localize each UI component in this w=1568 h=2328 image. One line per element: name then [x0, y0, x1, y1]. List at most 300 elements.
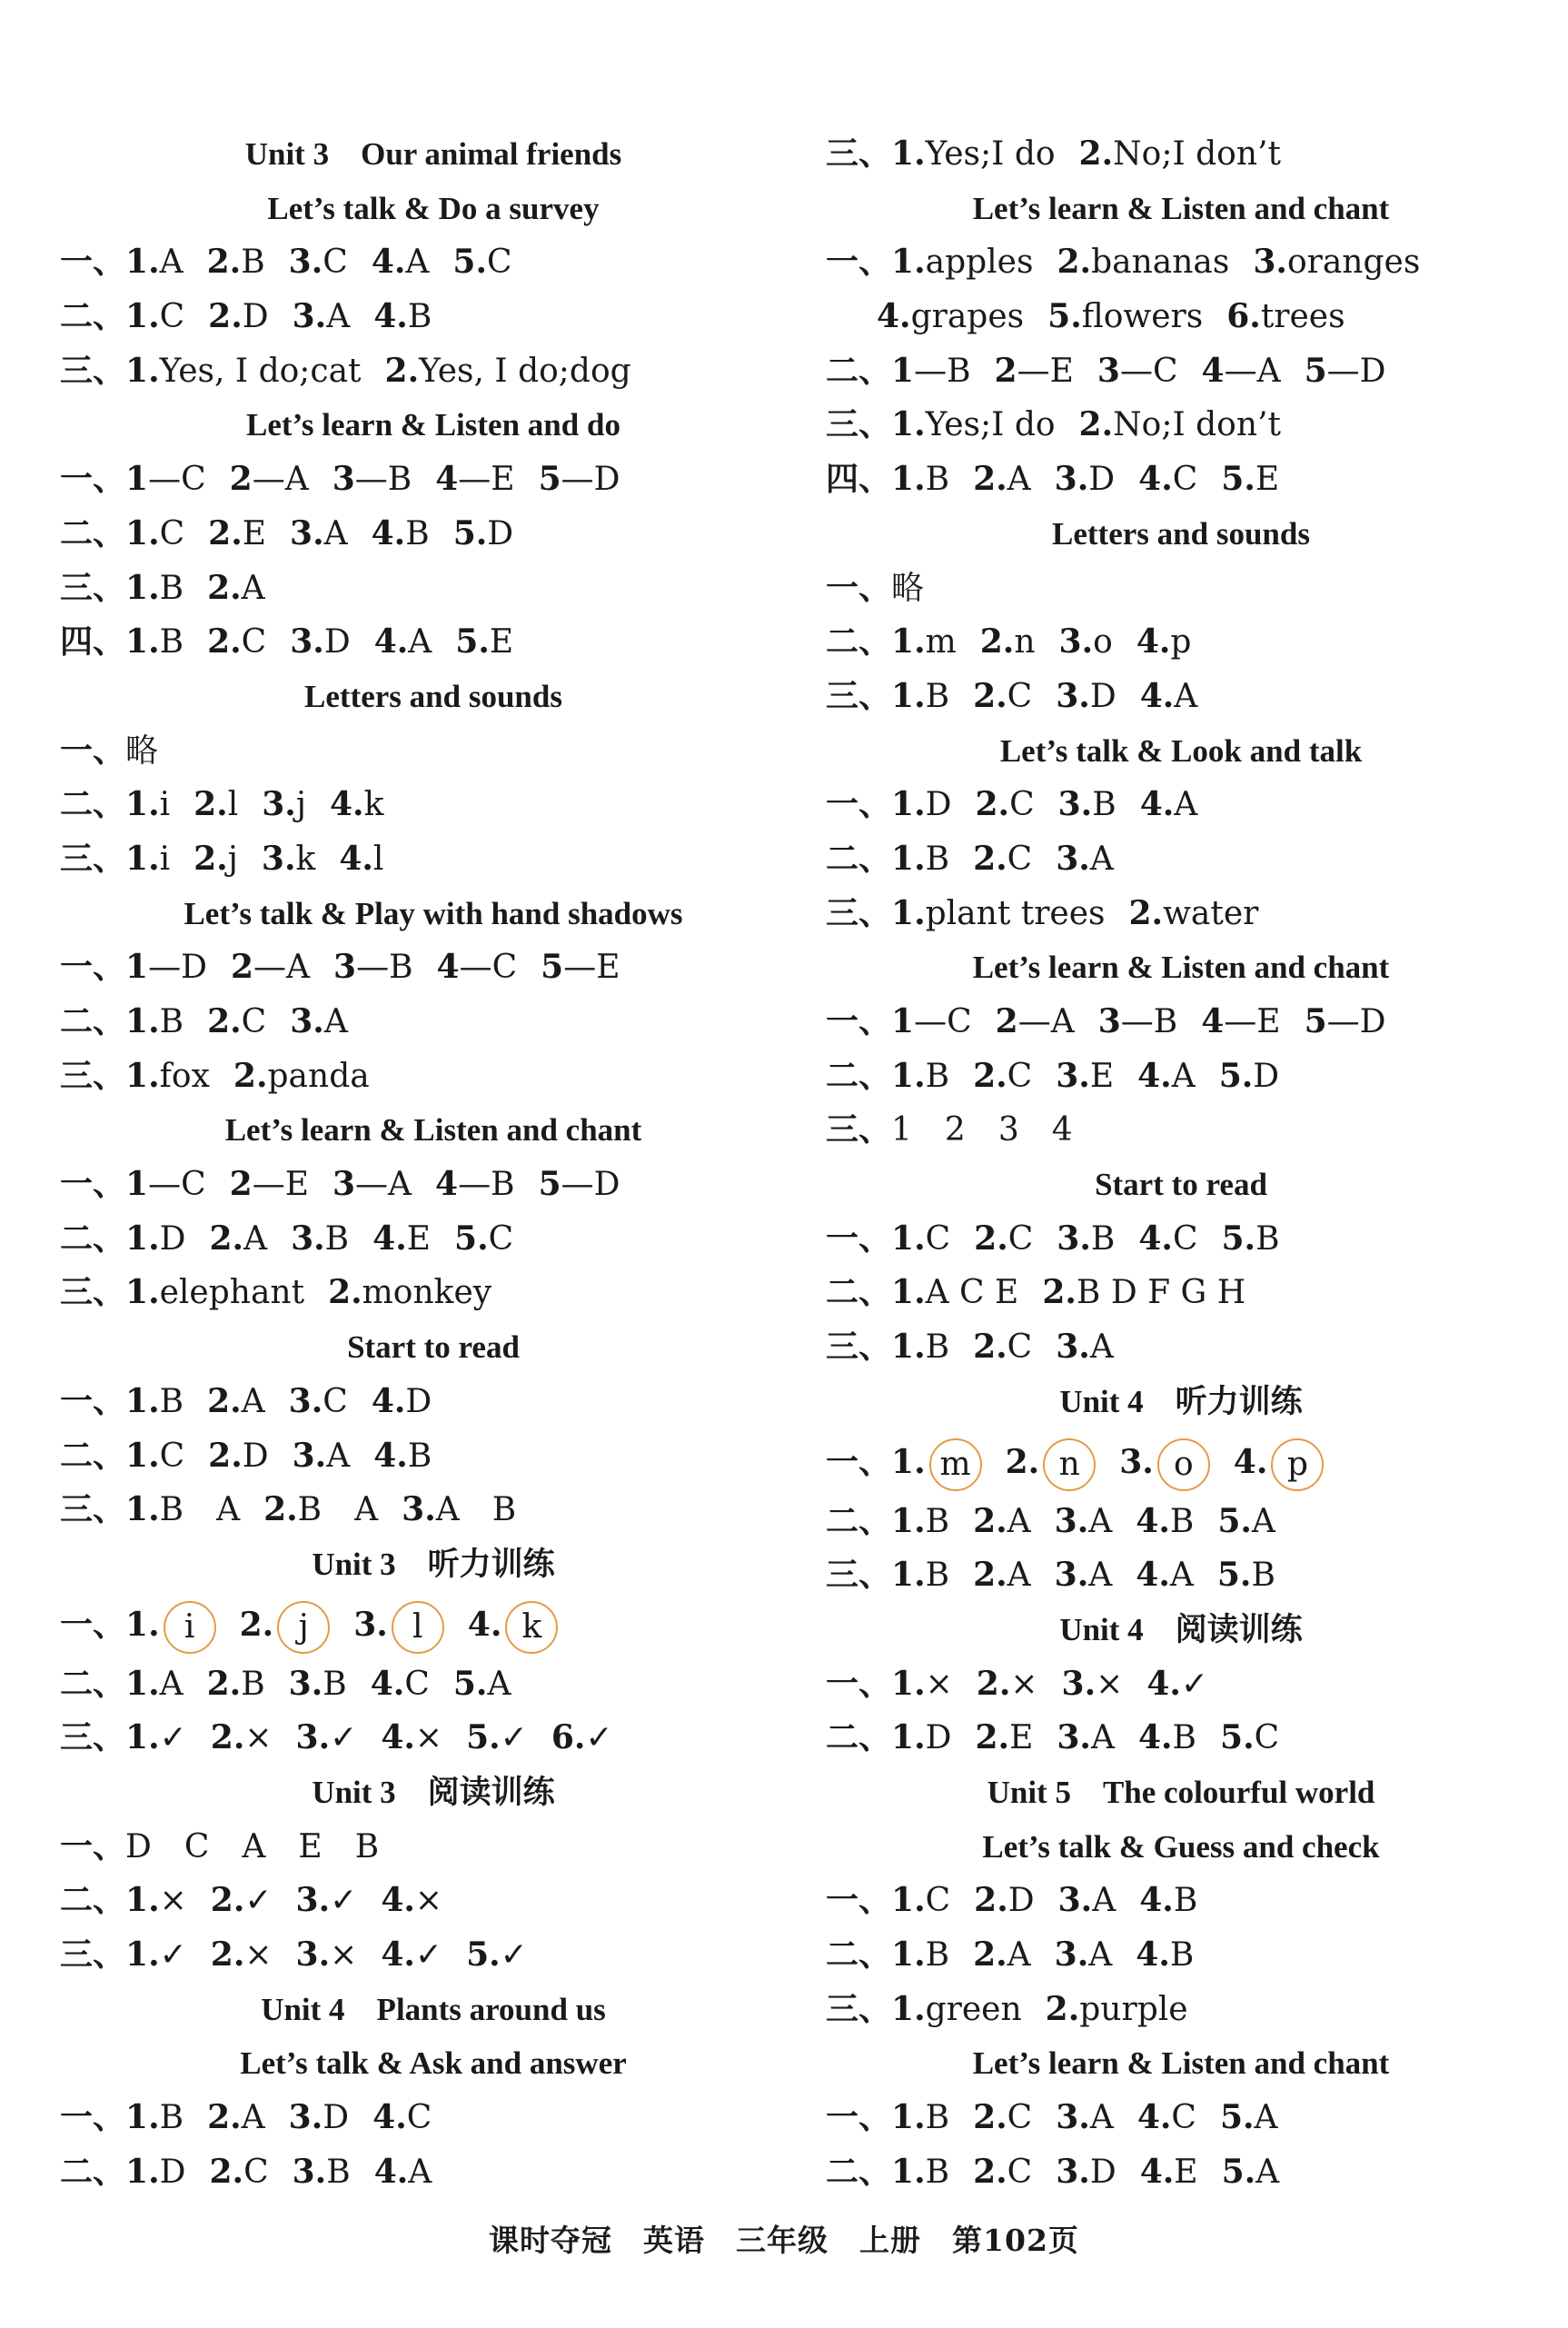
answer-number: 1.	[891, 243, 926, 282]
answer-value: D	[159, 2153, 186, 2191]
answer-number: 1.	[125, 297, 160, 336]
answer-value: C	[1007, 2099, 1033, 2137]
answer-value: B	[405, 514, 430, 552]
answer-value: —D	[561, 461, 620, 499]
answer-number: 1.	[891, 676, 926, 715]
answer-value: No;I don’t	[1113, 135, 1281, 173]
answer-number: 5.	[1216, 1556, 1252, 1595]
answer-value: A	[408, 2153, 432, 2191]
answer-number: 5.	[1221, 1219, 1256, 1258]
answer-number: 5.	[452, 1664, 488, 1703]
answer-number: 3.	[290, 622, 324, 662]
answer-item	[1137, 2091, 1196, 2145]
answer-value: C	[1007, 1057, 1033, 1095]
answer-value: flowers	[1081, 298, 1204, 336]
answer-item	[208, 290, 268, 344]
answer-item	[1059, 615, 1113, 670]
answer-item	[289, 235, 348, 290]
answer-value: B	[159, 2099, 184, 2137]
answer-item	[973, 670, 1032, 724]
answer-item	[125, 1266, 304, 1320]
answer-value: A	[243, 1219, 268, 1258]
section-heading: Letters and sounds	[304, 678, 562, 714]
answer-number: 2.	[207, 568, 242, 607]
answer-number: 6.	[1226, 297, 1261, 336]
answer-number: 1.	[125, 1605, 160, 1644]
answer-item	[372, 507, 430, 562]
answer-line	[56, 1429, 810, 1484]
answer-value: B	[159, 569, 184, 607]
answer-number: 1.	[891, 134, 926, 173]
answer-value: A	[405, 244, 430, 282]
answer-number: 4.	[381, 1718, 415, 1757]
answer-value: apples	[925, 244, 1034, 282]
question-marker: 二、	[60, 1436, 126, 1475]
answer-value: ×	[330, 1936, 358, 1974]
answer-number: 2.	[973, 1056, 1007, 1095]
answer-item	[891, 344, 971, 399]
answer-item	[125, 615, 184, 670]
question-marker: 一、	[60, 1381, 126, 1420]
answer-number: 1.	[891, 1664, 926, 1703]
answer-number: 2.	[1078, 405, 1114, 444]
answer-item	[125, 1711, 187, 1766]
question-marker: 三、	[826, 1328, 892, 1367]
answer-value: B	[925, 1502, 950, 1540]
answer-number: 3.	[292, 2152, 327, 2191]
answer-item	[1042, 1266, 1245, 1320]
answer-item	[1305, 995, 1386, 1050]
section-heading: Unit 4 听力训练	[1059, 1383, 1303, 1419]
circled-answer: j	[277, 1601, 330, 1654]
answer-number: 3	[332, 1165, 356, 1204]
answer-value: A	[1007, 1502, 1031, 1540]
answer-value: A	[1088, 1557, 1113, 1595]
answer-value: 略	[125, 731, 159, 770]
section-heading: Let’s talk & Play with hand shadows	[184, 895, 683, 931]
answer-value: ✓	[585, 1719, 613, 1757]
section-heading: Let’s learn & Listen and chant	[972, 190, 1390, 226]
question-marker: 三、	[826, 1556, 892, 1595]
answer-value: B	[1172, 1719, 1197, 1757]
answer-number: 2.	[328, 1273, 362, 1312]
answer-value: B	[241, 1665, 265, 1703]
answer-number: 3.	[1056, 839, 1090, 878]
question-marker: 一、	[826, 1002, 892, 1040]
answer-number: 2	[229, 1165, 253, 1204]
question-marker: 四、	[60, 622, 126, 662]
answer-value: A	[1007, 1936, 1031, 1974]
answer-value: B	[925, 461, 950, 499]
answer-item	[541, 940, 620, 995]
answer-number: 5.	[1047, 297, 1082, 336]
answer-number: 2.	[973, 1556, 1007, 1595]
answer-line	[56, 1050, 810, 1104]
answer-item	[891, 1212, 950, 1267]
answer-item	[1056, 2091, 1114, 2145]
answer-item	[466, 1711, 528, 1766]
answer-item	[1079, 398, 1281, 453]
answer-number: 5.	[455, 622, 490, 662]
answer-item	[1137, 1050, 1196, 1104]
answer-item	[230, 1158, 309, 1212]
answer-value: E	[489, 623, 514, 662]
question-marker: 一、	[826, 1881, 892, 1920]
answer-value: C	[241, 1003, 267, 1040]
answer-item	[891, 1711, 951, 1766]
answer-value: B	[159, 1382, 184, 1420]
answer-value: —B	[458, 1166, 515, 1204]
answer-number: 4.	[381, 1935, 415, 1974]
answer-value: —E	[1017, 352, 1074, 390]
answer-value: A	[487, 1665, 511, 1703]
answer-value: B	[323, 1665, 347, 1703]
answer-number: 2.	[207, 1381, 242, 1420]
answer-number: 4.	[1138, 1219, 1173, 1258]
answer-value: ✓	[330, 1882, 358, 1920]
answer-number: 2.	[384, 351, 420, 390]
section-heading: Let’s talk & Guess and check	[982, 1828, 1380, 1865]
answer-line	[822, 1874, 1540, 1928]
answer-number: 3	[332, 460, 355, 499]
answer-number: 4.	[1233, 1442, 1268, 1481]
answer-number: 1.	[891, 1935, 926, 1974]
answer-value: B	[1092, 786, 1116, 824]
answer-line	[822, 887, 1540, 941]
answer-value: E	[1009, 1719, 1034, 1757]
answer-value: A	[159, 244, 184, 282]
answer-line	[56, 1657, 810, 1712]
answer-value: ×	[244, 1936, 273, 1974]
answer-number: 5	[538, 460, 561, 499]
answer-item	[332, 453, 412, 507]
answer-line	[822, 1983, 1540, 2037]
answer-value: A	[1254, 2099, 1278, 2137]
answer-number: 1.	[125, 351, 160, 390]
answer-number: 1	[891, 1002, 915, 1040]
question-marker: 三、	[826, 134, 892, 173]
section-heading: Start to read	[1095, 1167, 1267, 1203]
answer-item	[1062, 1657, 1124, 1712]
answer-value: —D	[148, 949, 207, 987]
answer-item	[1098, 995, 1178, 1050]
answer-number: 3.	[402, 1490, 436, 1529]
section-heading: Unit 4 阅读训练	[1059, 1611, 1303, 1647]
answer-value: No;I don’t	[1113, 406, 1281, 444]
question-marker: 三、	[826, 405, 892, 444]
answer-value: o	[1093, 623, 1113, 662]
answer-number: 1.	[125, 1881, 160, 1920]
answer-number: 5.	[466, 1935, 501, 1974]
section-heading: Let’s talk & Look and talk	[999, 732, 1363, 769]
answer-number: 1.	[125, 785, 160, 824]
answer-number: 5.	[454, 1219, 489, 1258]
answer-line	[822, 235, 1540, 290]
question-marker: 一、	[826, 1219, 892, 1258]
answer-line	[822, 1266, 1540, 1320]
question-marker: 一、	[826, 1664, 892, 1703]
answer-item	[296, 1928, 358, 1983]
answer-number: 4.	[1139, 676, 1175, 715]
answer-value: ×	[414, 1882, 443, 1920]
answer-value: ×	[244, 1719, 273, 1757]
answer-number: 3.	[1058, 622, 1094, 662]
answer-item	[1056, 832, 1114, 887]
answer-value: C	[1171, 2099, 1196, 2137]
answer-line	[56, 1820, 810, 1875]
answer-line	[822, 1928, 1540, 1983]
answer-value: —C	[1119, 352, 1178, 390]
answer-item	[385, 344, 631, 399]
answer-value: —C	[148, 1166, 206, 1204]
answer-value: D	[159, 1219, 186, 1258]
circled-answer: p	[1271, 1438, 1324, 1491]
answer-item	[125, 344, 362, 399]
answer-line	[822, 1495, 1540, 1549]
question-marker: 一、	[60, 1605, 126, 1644]
answer-value: B	[1169, 1502, 1195, 1540]
answer-item	[1217, 1548, 1275, 1603]
answer-item	[975, 1711, 1033, 1766]
answer-item	[1146, 1657, 1208, 1712]
answer-item	[891, 235, 1033, 290]
answer-line	[822, 1320, 1540, 1375]
answer-number: 2.	[207, 2098, 242, 2137]
answer-number: 2.	[210, 1881, 245, 1920]
answer-item	[207, 1375, 265, 1429]
answer-item	[207, 235, 265, 290]
answer-value: B A	[159, 1491, 241, 1529]
answer-number: 1.	[125, 1056, 160, 1095]
answer-number: 4.	[1138, 460, 1173, 499]
answer-value: D	[1088, 461, 1116, 499]
answer-item	[381, 1928, 442, 1983]
answer-value: B	[1090, 1219, 1116, 1258]
answer-value: —B	[354, 461, 412, 499]
question-marker: 三、	[60, 1935, 126, 1974]
answer-value: ✓	[330, 1719, 358, 1757]
answer-line	[822, 453, 1540, 507]
answer-item	[125, 1657, 184, 1712]
answer-line	[822, 1050, 1540, 1104]
answer-item	[194, 778, 238, 832]
answer-item	[208, 1429, 268, 1484]
question-marker: 二、	[826, 2152, 892, 2191]
answer-line	[822, 398, 1540, 453]
answer-item	[289, 2091, 349, 2145]
answer-item	[263, 1483, 378, 1537]
answer-item	[125, 995, 184, 1050]
answer-item	[125, 1483, 240, 1537]
answer-item	[973, 1050, 1032, 1104]
answer-item	[1136, 1548, 1194, 1603]
answer-number: 3.	[295, 1881, 331, 1920]
answer-number: 5.	[1218, 1056, 1254, 1095]
answer-value: D	[1089, 2153, 1116, 2191]
question-marker: 一、	[60, 243, 126, 282]
answer-line	[56, 2091, 810, 2145]
answer-number: 1.	[891, 1989, 926, 2028]
answer-item	[381, 1874, 442, 1928]
answer-number: 3.	[288, 1664, 323, 1703]
answer-value: A	[1171, 1057, 1196, 1095]
answer-item	[891, 1495, 949, 1549]
answer-number: 1.	[125, 2152, 160, 2191]
page-footer: 课时夺冠 英语 三年级 上册 第102页	[489, 2223, 1079, 2258]
answer-item	[453, 1657, 511, 1712]
answer-value: B	[925, 2099, 950, 2137]
answer-value: A	[326, 1437, 351, 1475]
answer-value: k	[295, 840, 316, 878]
section-heading: Unit 3 阅读训练	[312, 1774, 555, 1810]
answer-number: 1	[125, 460, 149, 499]
circled-answer: n	[1043, 1438, 1096, 1491]
answer-number: 2	[994, 351, 1017, 390]
answer-item	[125, 562, 184, 616]
answer-item	[1138, 1212, 1197, 1267]
answer-item	[374, 2145, 432, 2200]
answer-item	[1057, 1711, 1115, 1766]
answer-value: C	[1007, 1328, 1033, 1367]
answer-number: 3	[333, 948, 357, 987]
answer-value: C	[323, 244, 348, 282]
answer-line	[56, 1212, 810, 1267]
answer-value: Yes, I do;cat	[159, 352, 362, 390]
question-marker: 三、	[60, 1490, 126, 1529]
answer-number: 4.	[330, 785, 364, 824]
answer-line	[56, 1266, 810, 1320]
answer-item	[125, 832, 170, 887]
answer-value: B D F G H	[1076, 1274, 1246, 1312]
answer-number: 4.	[1136, 1556, 1170, 1595]
answer-item	[891, 398, 1056, 453]
answer-value: D	[1007, 1882, 1035, 1920]
answer-number: 2.	[263, 1490, 298, 1529]
answer-item	[973, 1320, 1032, 1375]
answer-number: 2.	[973, 2152, 1007, 2191]
answer-value: B	[925, 1936, 950, 1974]
answer-number: 2.	[208, 513, 243, 552]
answer-item	[328, 1266, 491, 1320]
answer-number: 3.	[1061, 1664, 1097, 1703]
answer-item	[1136, 615, 1192, 670]
answer-number: 1.	[125, 243, 160, 282]
section-heading: Unit 4 Plants around us	[261, 1991, 606, 2027]
answer-number: 3.	[1057, 1219, 1091, 1258]
question-marker: 二、	[826, 351, 892, 390]
answer-value: n	[1014, 623, 1036, 662]
answer-line	[56, 235, 810, 290]
answer-number: 2.	[973, 676, 1007, 715]
answer-number: 2.	[973, 1328, 1007, 1367]
answer-item	[891, 1444, 1006, 1481]
question-marker: 三、	[826, 1110, 892, 1149]
answer-value: E	[242, 514, 267, 552]
answer-value: E	[1255, 461, 1280, 499]
answer-line	[822, 670, 1540, 724]
answer-item	[374, 615, 432, 670]
answer-number: 2.	[194, 839, 228, 878]
answer-value: oranges	[1286, 244, 1421, 282]
answer-item	[290, 507, 348, 562]
answer-number: 3.	[1054, 1935, 1089, 1974]
answer-number: 4.	[1139, 2152, 1175, 2191]
answer-number: 4.	[373, 622, 409, 662]
answer-item	[973, 1495, 1031, 1549]
answer-number: 5.	[1217, 1501, 1252, 1540]
answer-item	[551, 1711, 613, 1766]
answer-number: 3.	[292, 297, 327, 336]
answer-value: —E	[563, 949, 620, 987]
answer-value: D	[242, 1437, 269, 1475]
answer-number: 1.	[891, 785, 926, 824]
answer-number: 3.	[291, 1219, 325, 1258]
answer-value: D	[1089, 677, 1116, 715]
question-marker: 二、	[826, 839, 892, 878]
answer-line	[822, 127, 1540, 182]
answer-value: E	[406, 1219, 432, 1258]
answer-value: A	[241, 1382, 265, 1420]
answer-item	[207, 1657, 265, 1712]
answer-line	[822, 832, 1540, 887]
question-marker: 二、	[826, 1501, 892, 1540]
answer-number: 1.	[125, 1718, 160, 1757]
answer-line	[822, 562, 1540, 616]
answer-item	[1140, 2145, 1198, 2200]
circled-answer: i	[164, 1601, 216, 1654]
answer-item	[125, 235, 184, 290]
answer-value: C	[159, 298, 185, 336]
answer-item	[209, 1212, 267, 1267]
answer-number: 1.	[891, 2152, 926, 2191]
answer-number: 1.	[125, 622, 160, 662]
answer-value: B	[925, 1057, 950, 1095]
answer-line	[56, 940, 810, 995]
answer-number: 2.	[206, 243, 242, 282]
answer-value: ×	[1010, 1665, 1038, 1703]
question-marker: 一、	[60, 2098, 126, 2137]
answer-number: 5.	[1221, 460, 1255, 499]
answer-value: B	[925, 1328, 950, 1367]
answer-value: B	[925, 1557, 950, 1595]
answer-number: 4.	[371, 243, 406, 282]
answer-number: 5	[541, 948, 564, 987]
answer-item	[1097, 344, 1178, 399]
answer-number: 5.	[452, 243, 487, 282]
answer-value: A	[408, 623, 432, 662]
answer-item	[452, 235, 511, 290]
answer-item	[539, 1158, 620, 1212]
answer-line	[822, 1429, 1540, 1495]
answer-number: 4	[435, 1165, 459, 1204]
answer-number: 1.	[891, 1881, 926, 1920]
answer-number: 3.	[262, 785, 296, 824]
answer-number: 4.	[1136, 1935, 1170, 1974]
answer-number: 1.	[891, 1556, 926, 1595]
answer-item	[339, 832, 383, 887]
answer-number: 1.	[891, 1056, 926, 1095]
answer-number: 1.	[125, 1002, 160, 1040]
answer-item	[1056, 1320, 1114, 1375]
answer-value: 略	[891, 569, 925, 607]
answer-item	[353, 1607, 468, 1644]
answer-item	[1220, 2091, 1278, 2145]
section-heading: Start to read	[347, 1329, 520, 1366]
answer-value: grapes	[910, 298, 1025, 336]
answer-item	[125, 1158, 206, 1212]
answer-item	[1140, 778, 1198, 832]
answer-value: B	[925, 2153, 950, 2191]
